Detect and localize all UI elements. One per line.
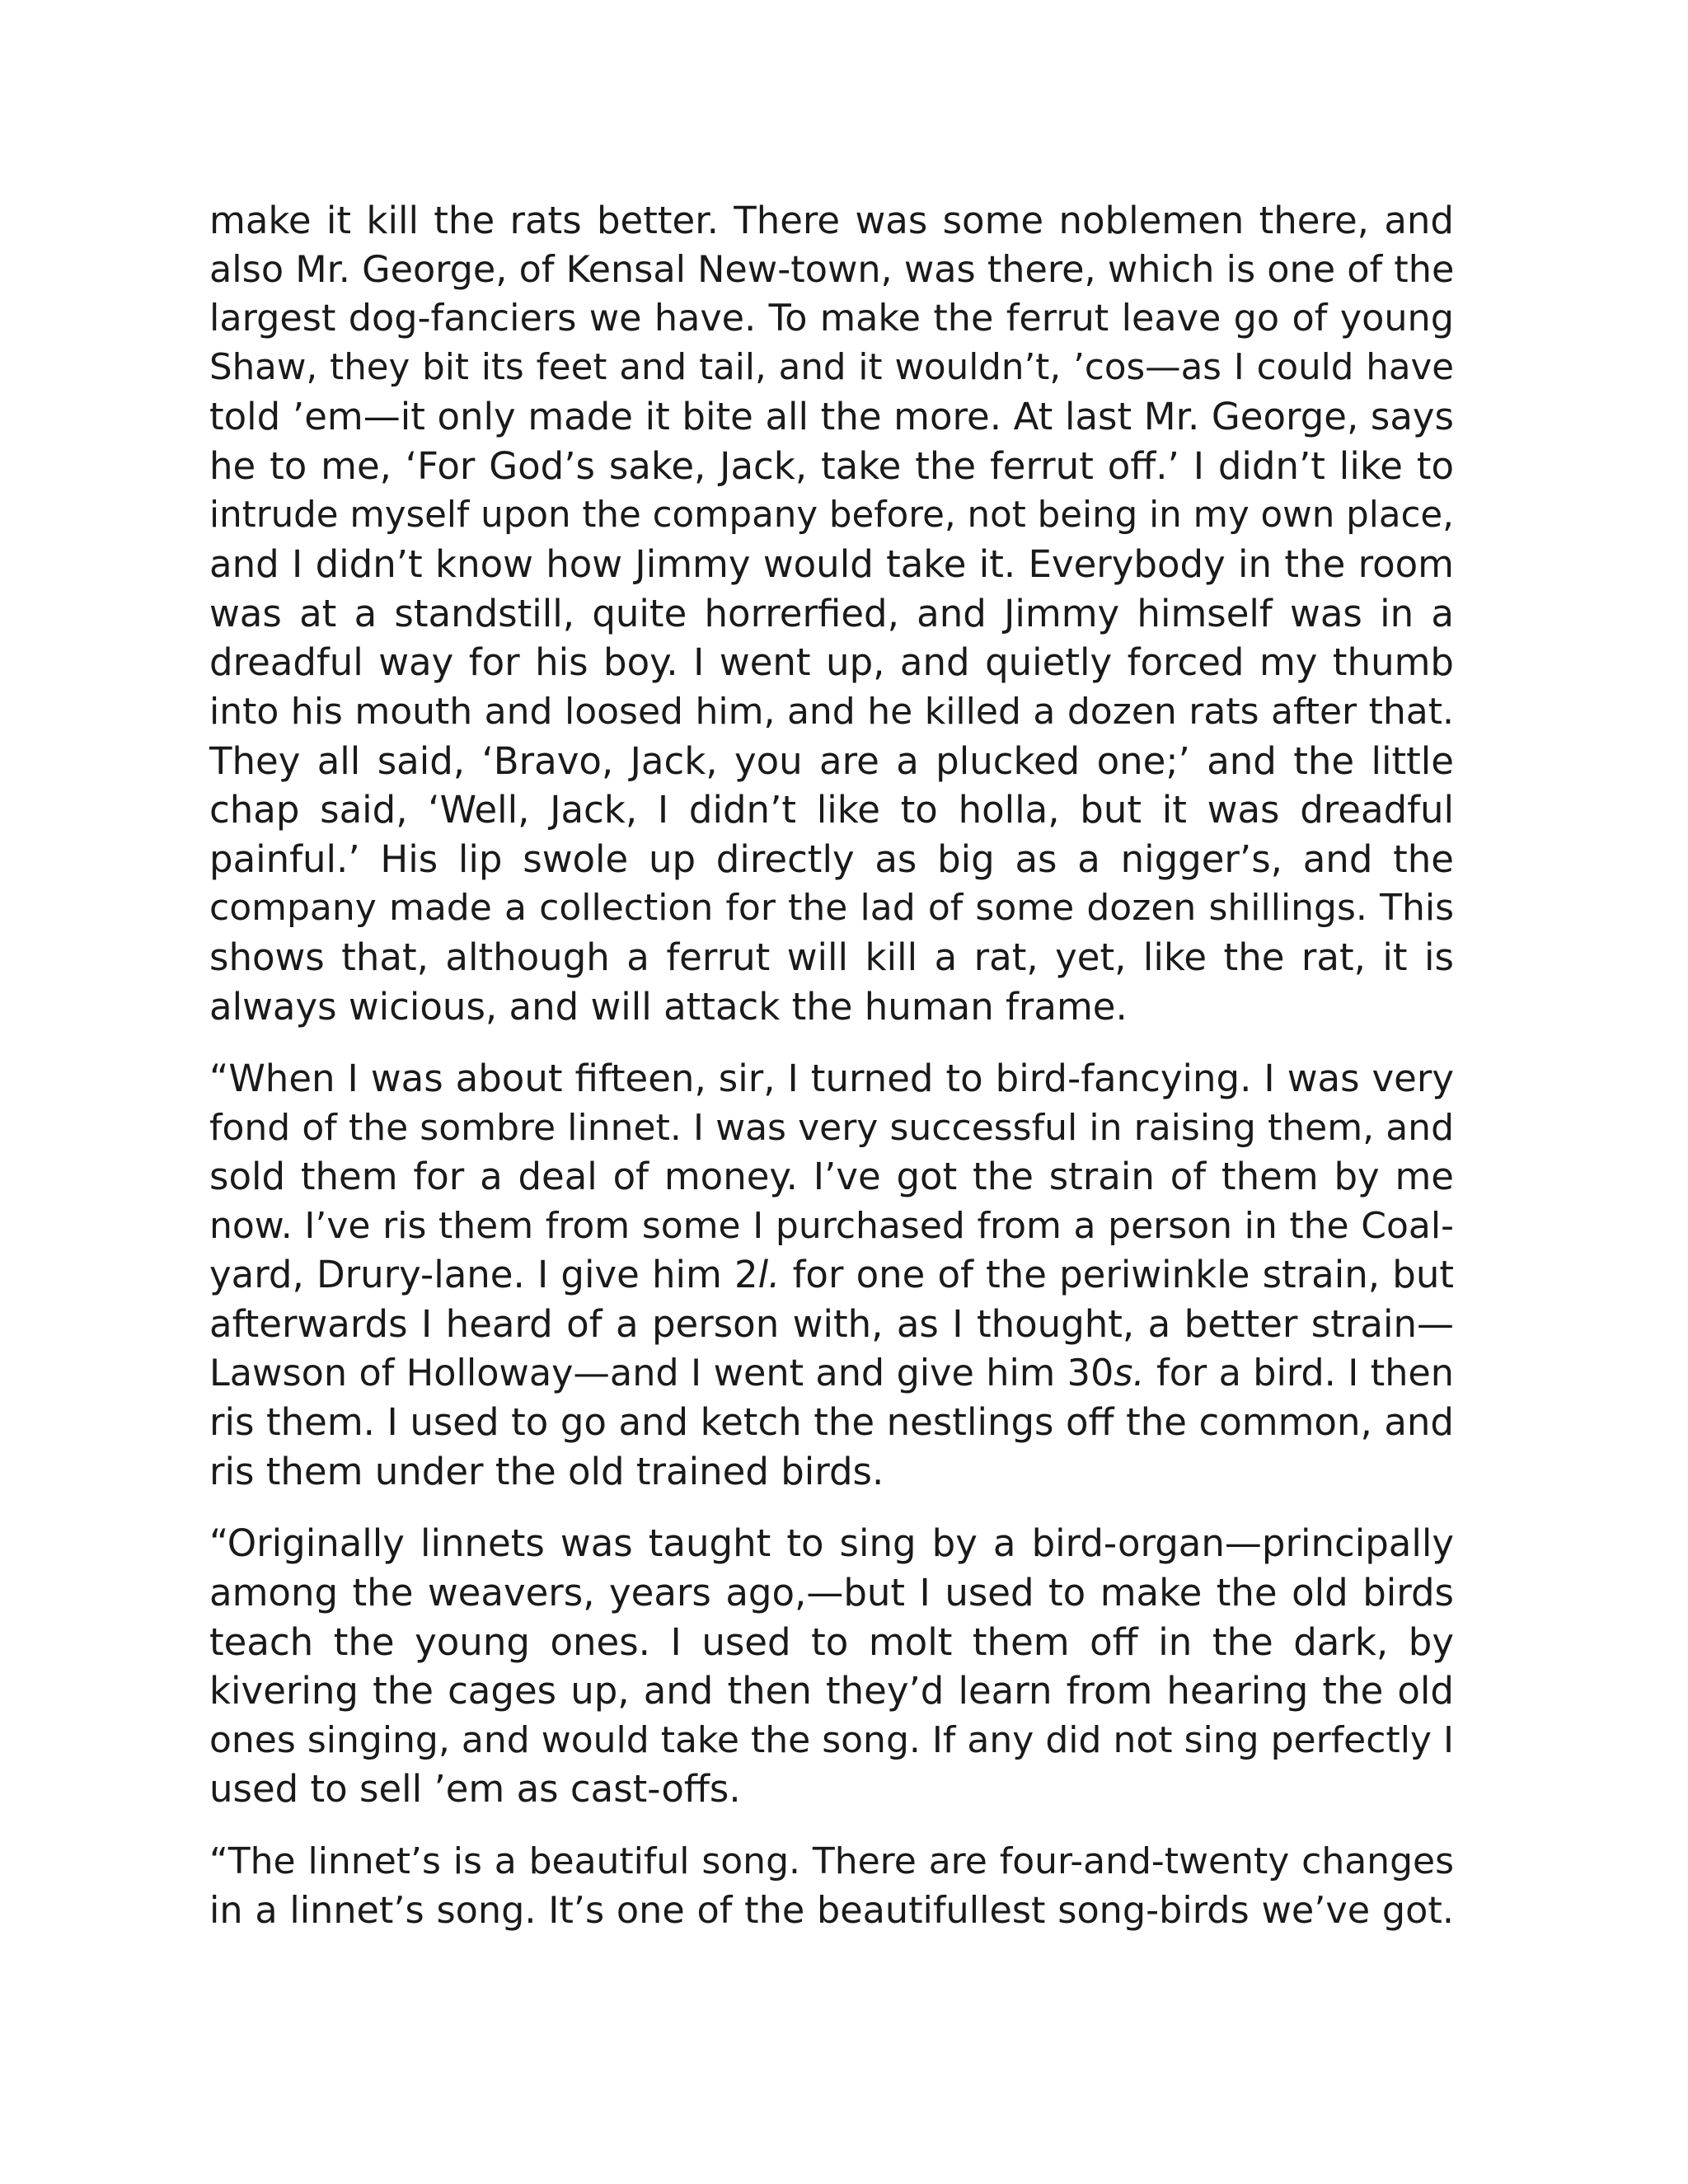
text-line: afterwards I heard of a person with, as I thought, a better strain— xyxy=(209,1302,1454,1347)
text-line: fond of the sombre linnet. I was very successful in raising them, and xyxy=(209,1106,1454,1149)
text-line: teach the young ones. I used to molt them off in the dark, by xyxy=(209,1619,1454,1664)
text-line: was at a standstill, quite horrerfied, and Jimmy himself was in a xyxy=(209,591,1454,635)
text-line: in a linnet’s song. It’s one of the beautifullest song-birds we’ve got. xyxy=(209,1889,1454,1932)
paragraph-linnet-teaching xyxy=(209,1519,1454,1814)
paragraph-linnet-song xyxy=(209,1837,1454,1935)
text-line: shows that, although a ferrut will kill a rat, yet, like the rat, it is xyxy=(209,935,1454,979)
text-line: always wicious, and will attack the human frame. xyxy=(209,984,1128,1029)
text-line: “Originally linnets was taught to sing by a bird-organ—principally xyxy=(209,1521,1454,1566)
text-line: yard, Drury-lane. I give him 2l. for one of the periwinkle strain, but xyxy=(209,1253,1454,1297)
text-line: into his mouth and loosed him, and he killed a dozen rats after that. xyxy=(209,690,1454,733)
text-line: “The linnet’s is a beautiful song. There are four-and-twenty changes xyxy=(209,1840,1454,1882)
text-line: painful.’ His lip swole up directly as big as a nigger’s, and the xyxy=(209,837,1454,881)
text-line: now. I’ve ris them from some I purchased from a person in the Coal- xyxy=(209,1204,1454,1247)
text-line: chap said, ‘Well, Jack, I didn’t like to holla, but it was dreadful xyxy=(209,788,1454,832)
text-line: make it kill the rats better. There was some noblemen there, and xyxy=(209,199,1454,242)
text-line: used to sell ’em as cast-offs. xyxy=(209,1767,741,1811)
text-line: and I didn’t know how Jimmy would take it. Everybody in the room xyxy=(209,542,1454,587)
paragraph-ferret-story xyxy=(209,196,1454,1031)
text-line: kivering the cages up, and then they’d learn from hearing the old xyxy=(209,1669,1454,1713)
text-line: also Mr. George, of Kensal New-town, was there, which is one of the xyxy=(209,248,1455,291)
text-line: ones singing, and would take the song. If any did not sing perfectly I xyxy=(209,1718,1454,1761)
text-line: company made a collection for the lad of some dozen shillings. This xyxy=(209,887,1454,930)
text-line: dreadful way for his boy. I went up, and quietly forced my thumb xyxy=(209,640,1454,685)
paragraph-bird-fancying xyxy=(209,1054,1454,1496)
body-text xyxy=(209,196,1454,1958)
text-line: intrude myself upon the company before, not being in my own place, xyxy=(209,494,1454,536)
text-line: told ’em—it only made it bite all the more. At last Mr. George, says xyxy=(209,395,1454,439)
text-line: he to me, ‘For God’s sake, Jack, take the ferrut off.’ I didn’t like to xyxy=(209,443,1454,488)
text-line: ris them under the old trained birds. xyxy=(209,1449,884,1493)
text-line: Lawson of Holloway—and I went and give him 30s. for a bird. I then xyxy=(209,1352,1454,1394)
text-line: among the weavers, years ago,—but I used to make the old birds xyxy=(209,1571,1454,1615)
text-line: “When I was about fifteen, sir, I turned to bird-fancying. I was very xyxy=(209,1057,1454,1101)
text-line: ris them. I used to go and ketch the nestlings off the common, and xyxy=(209,1400,1454,1445)
text-line: Shaw, they bit its feet and tail, and it wouldn’t, ’cos—as I could have xyxy=(209,346,1454,388)
text-line: sold them for a deal of money. I’ve got the strain of them by me xyxy=(209,1155,1454,1199)
text-line: largest dog-fanciers we have. To make the ferrut leave go of young xyxy=(209,298,1454,340)
text-line: They all said, ‘Bravo, Jack, you are a plucked one;’ and the little xyxy=(209,738,1454,783)
